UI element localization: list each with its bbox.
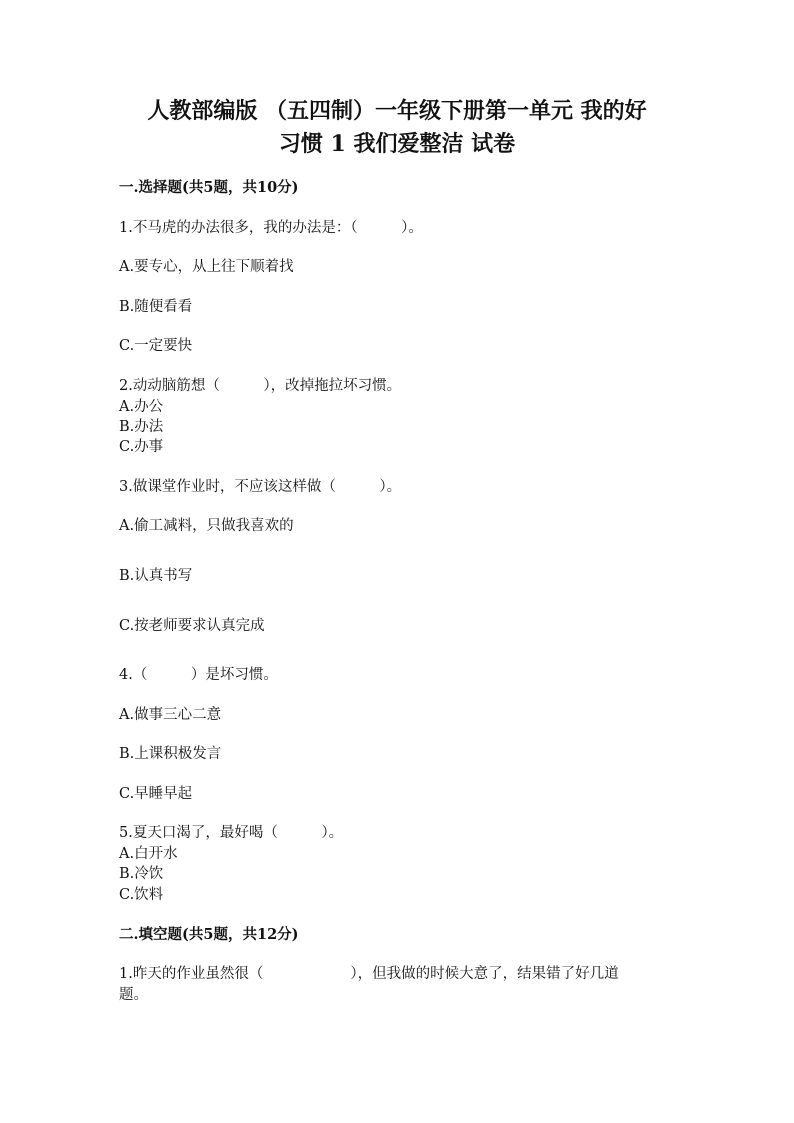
exam-title-line-1: 人教部编版 （五四制）一年级下册第一单元 我的好 <box>147 98 647 124</box>
section-heading-choice: 一.选择题(共5题，共10分) <box>119 179 299 196</box>
question-1-option-c: C.一定要快 <box>119 338 193 354</box>
question-5-option-b: B.冷饮 <box>119 866 164 882</box>
question-3-stem: 3.做课堂作业时，不应该这样做（ ）。 <box>119 479 402 495</box>
question-5-option-c: C.饮料 <box>119 887 164 903</box>
fill-question-1-line-2: 题。 <box>119 987 148 1003</box>
question-3-option-c: C.按老师要求认真完成 <box>119 618 265 634</box>
exam-title-line-2: 习惯 1 我们爱整洁 试卷 <box>278 131 516 157</box>
question-5-option-a: A.白开水 <box>119 846 178 862</box>
section-heading-fill-blank: 二.填空题(共5题，共12分) <box>119 926 299 943</box>
question-4-option-c: C.早睡早起 <box>119 786 193 802</box>
question-1-stem: 1.不马虎的办法很多，我的办法是：（ ）。 <box>119 220 423 236</box>
question-2-option-a: A.办公 <box>119 399 164 415</box>
question-3-option-b: B.认真书写 <box>119 568 193 584</box>
question-2-option-c: C.办事 <box>119 439 164 455</box>
question-2-stem: 2.动动脑筋想（ ），改掉拖拉坏习惯。 <box>119 378 402 394</box>
fill-question-1-line-1: 1.昨天的作业虽然很（ ），但我做的时候大意了，结果错了好几道 <box>119 966 619 982</box>
question-1-option-a: A.要专心，从上往下顺着找 <box>119 259 294 275</box>
question-5-stem: 5.夏天口渴了，最好喝（ ）。 <box>119 825 344 841</box>
question-2-option-b: B.办法 <box>119 419 164 435</box>
question-4-option-a: A.做事三心二意 <box>119 707 222 723</box>
question-1-option-b: B.随便看看 <box>119 299 193 315</box>
question-4-stem: 4.（ ）是坏习惯。 <box>119 667 278 683</box>
question-3-option-a: A.偷工减料，只做我喜欢的 <box>119 518 294 534</box>
question-4-option-b: B.上课积极发言 <box>119 746 222 762</box>
